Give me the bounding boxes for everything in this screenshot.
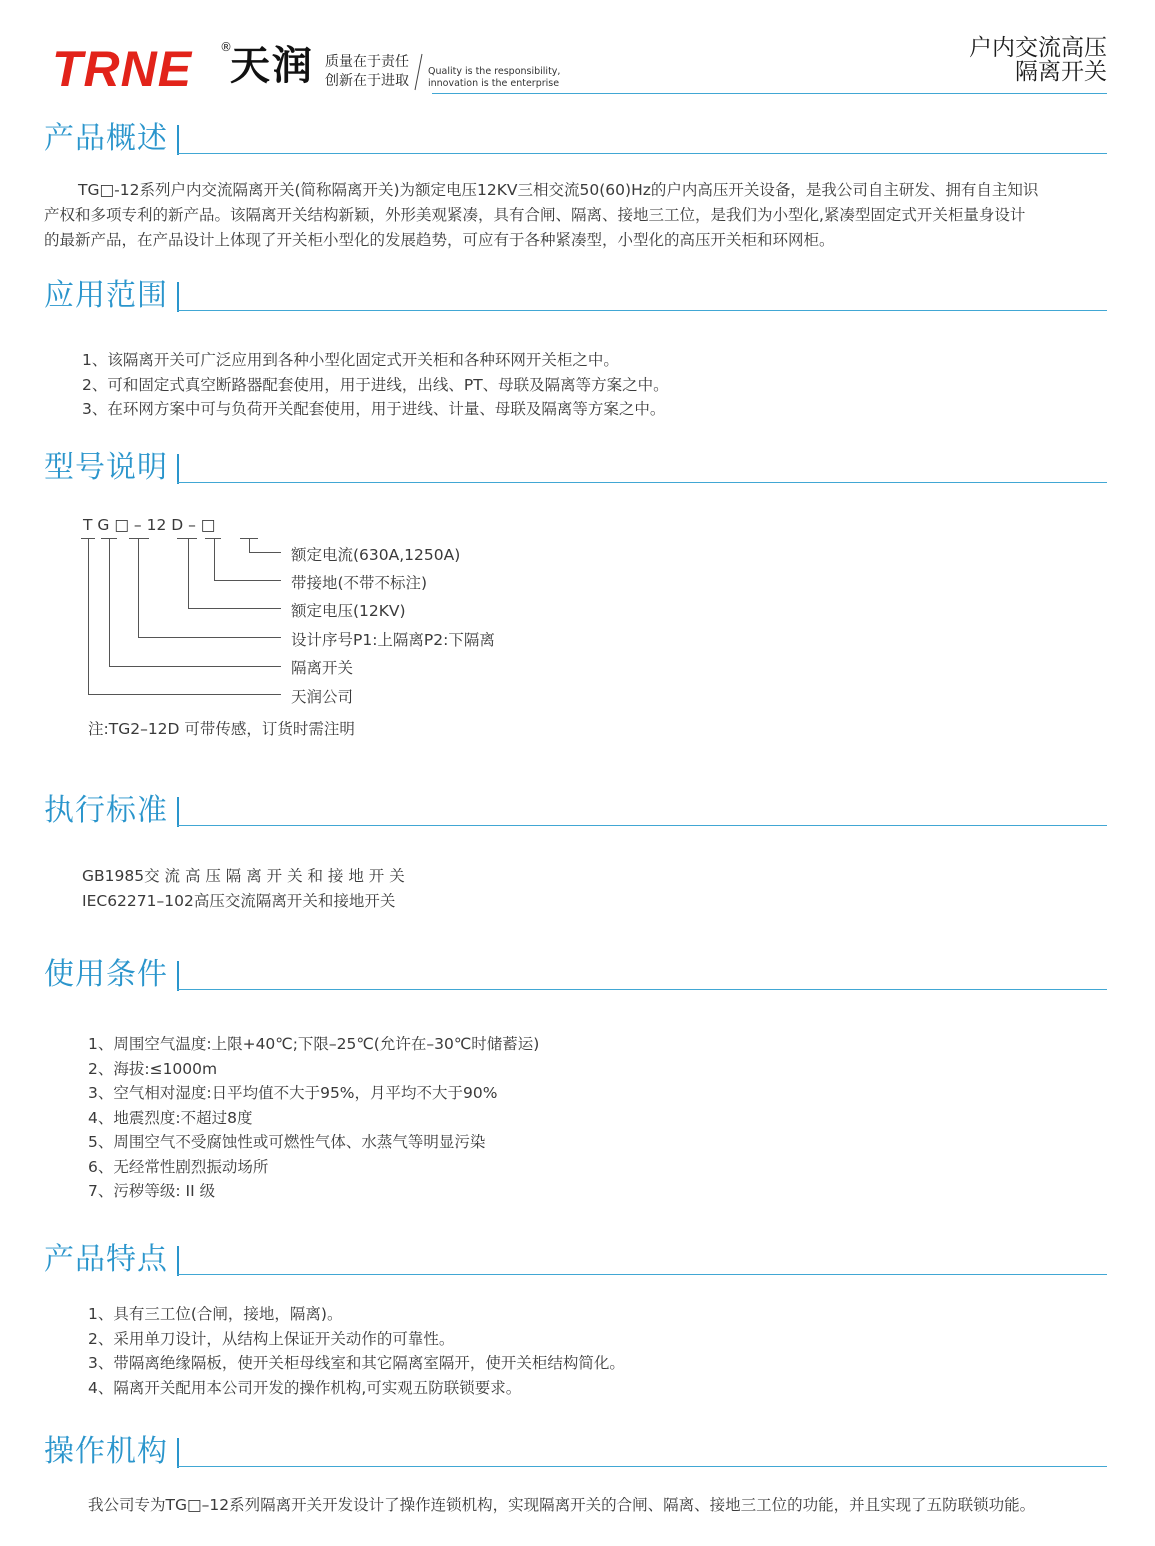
features-list xyxy=(88,1302,625,1400)
application-list xyxy=(82,348,669,422)
code-underline xyxy=(177,538,197,539)
slogan-chinese xyxy=(325,53,409,91)
overview-paragraph xyxy=(44,178,1038,253)
section-title-conditions: 使用条件 xyxy=(44,957,168,992)
overview-line-1: TG□-12系列户内交流隔离开关(简称隔离开关)为额定电压12KV三相交流50(60)Hz的户内高压开关设备，是我公司自主研发、拥有自主知识 xyxy=(78,181,1039,199)
section-title-features: 产品特点 xyxy=(44,1242,168,1277)
list-item: 2、海拔:≤1000m xyxy=(88,1059,218,1078)
section-divider-rule xyxy=(177,482,1107,483)
logo-trne: TRNE xyxy=(52,41,193,97)
list-item: 4、隔离开关配用本公司开发的操作机构,可实观五防联锁要求。 xyxy=(88,1378,522,1397)
slogan-english xyxy=(428,66,560,90)
list-item: 1、该隔离开关可广泛应用到各种小型化固定式开关柜和各种环网开关柜之中。 xyxy=(82,351,619,369)
section-divider-rule xyxy=(177,825,1107,826)
list-item: 5、周围空气不受腐蚀性或可燃性气体、水蒸气等明显污染 xyxy=(88,1133,486,1151)
overview-line-2: 产权和多项专利的新产品。该隔离开关结构新颖，外形美观紧凑，具有合闸、隔离、接地三工位，是我们为小型化,紧凑型固定式开关柜量身设计 xyxy=(44,206,1026,224)
section-divider-tick xyxy=(177,797,179,827)
section-divider-tick xyxy=(177,125,179,155)
model-label-company: 天润公司 xyxy=(291,688,354,706)
list-item: 7、污秽等级: II 级 xyxy=(88,1182,216,1200)
leader-line-design-no xyxy=(138,538,139,637)
leader-line-switch xyxy=(109,666,281,667)
model-label-current: 额定电流(630A,1250A) xyxy=(291,546,461,564)
list-item: 6、无经常性剧烈振动场所 xyxy=(88,1157,269,1176)
list-item: 3、带隔离绝缘隔板，使开关柜母线室和其它隔离室隔开，使开关柜结构简化。 xyxy=(88,1354,625,1372)
code-underline xyxy=(205,538,221,539)
leader-line-voltage xyxy=(188,538,189,608)
slogan-divider xyxy=(414,52,424,92)
list-item: GB1985交 流 高 压 隔 离 开 关 和 接 地 开 关 xyxy=(82,867,405,885)
code-underline xyxy=(129,538,149,539)
list-item: 1、周围空气温度:上限+40℃;下限–25℃(允许在–30℃时储蓄运) xyxy=(88,1035,540,1053)
model-label-earthing: 带接地(不带不标注) xyxy=(291,574,428,592)
model-label-switch: 隔离开关 xyxy=(291,659,354,677)
leader-line-design-no xyxy=(138,637,281,638)
list-item: 3、空气相对湿度:日平均值不大于95%，月平均不大于90% xyxy=(88,1084,498,1102)
leader-line-earthing xyxy=(214,580,281,581)
leader-line-company xyxy=(88,538,89,694)
list-item: 2、可和固定式真空断路器配套使用，用于进线，出线、PT、母联及隔离等方案之中。 xyxy=(82,375,669,394)
conditions-list xyxy=(88,1032,539,1204)
model-label-design-no: 设计序号P1:上隔离P2:下隔离 xyxy=(291,631,495,649)
document-title-line-1: 户内交流高压 xyxy=(969,35,1107,61)
slogan-cn-line-2: 创新在于进取 xyxy=(325,73,409,89)
section-divider-tick xyxy=(177,1246,179,1276)
logo-chinese-name: 天润 xyxy=(230,43,314,89)
section-title-mechanism: 操作机构 xyxy=(44,1434,168,1469)
slogan-en-line-2: innovation is the enterprise xyxy=(428,78,560,89)
section-title-application: 应用范围 xyxy=(44,278,168,313)
section-divider-rule xyxy=(177,310,1107,311)
section-divider-rule xyxy=(177,153,1107,154)
leader-line-company xyxy=(88,694,281,695)
leader-line-current xyxy=(249,538,250,552)
header-rule xyxy=(432,93,1107,94)
document-title xyxy=(969,36,1107,84)
document-title-line-2: 隔离开关 xyxy=(1015,59,1107,85)
mechanism-paragraph: 我公司专为TG□–12系列隔离开关开发设计了操作连锁机构，实现隔离开关的合闸、隔离、接地三工位的功能，并且实现了五防联锁功能。 xyxy=(88,1496,1036,1514)
section-divider-rule xyxy=(177,1466,1107,1467)
registered-mark: ® xyxy=(220,40,232,54)
model-note: 注:TG2–12D 可带传感，订货时需注明 xyxy=(88,720,355,738)
list-item: IEC62271–102高压交流隔离开关和接地开关 xyxy=(82,891,396,910)
section-title-model: 型号说明 xyxy=(44,450,168,485)
section-divider-tick xyxy=(177,454,179,484)
leader-line-earthing xyxy=(214,538,215,580)
section-title-standards: 执行标准 xyxy=(44,793,168,828)
list-item: 3、在环网方案中可与负荷开关配套使用，用于进线、计量、母联及隔离等方案之中。 xyxy=(82,400,666,418)
leader-line-voltage xyxy=(188,608,281,609)
section-divider-rule xyxy=(177,1274,1107,1275)
section-divider-tick xyxy=(177,282,179,312)
slogan-cn-line-1: 质量在于责任 xyxy=(325,54,409,70)
section-divider-tick xyxy=(177,961,179,991)
leader-line-switch xyxy=(109,538,110,666)
section-title-overview: 产品概述 xyxy=(44,121,168,156)
section-divider-tick xyxy=(177,1438,179,1468)
section-divider-rule xyxy=(177,989,1107,990)
list-item: 1、具有三工位(合闸，接地，隔离)。 xyxy=(88,1305,343,1323)
list-item: 4、地震烈度:不超过8度 xyxy=(88,1108,253,1127)
list-item: 2、采用单刀设计，从结构上保证开关动作的可靠性。 xyxy=(88,1329,455,1348)
overview-line-3: 的最新产品，在产品设计上体现了开关柜小型化的发展趋势，可应有于各种紧凑型，小型化的高压开关柜和环网柜。 xyxy=(44,231,835,249)
model-code: T G □ – 12 D – □ xyxy=(83,516,216,534)
model-label-voltage: 额定电压(12KV) xyxy=(291,602,406,620)
standards-list xyxy=(82,864,405,913)
leader-line-current xyxy=(249,552,281,553)
slogan-en-line-1: Quality is the responsibility, xyxy=(428,66,561,77)
